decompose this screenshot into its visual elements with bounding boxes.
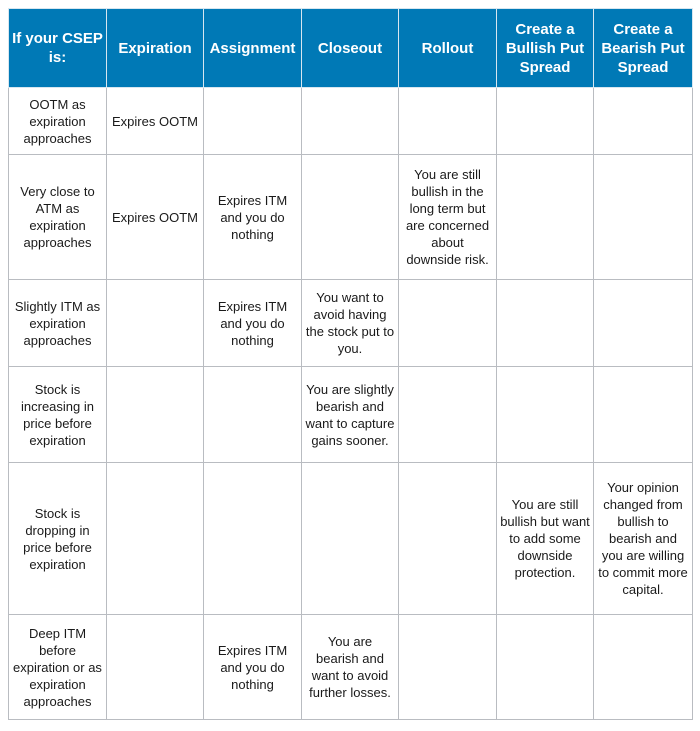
- cell-rollout: [399, 615, 497, 720]
- cell-closeout: You are slightly bearish and want to capture gains sooner.: [302, 367, 399, 463]
- header-row: [9, 9, 693, 88]
- table-row: [9, 155, 693, 280]
- cell-bearish-put-spread: [594, 155, 693, 280]
- header-condition: If your CSEP is:: [9, 9, 107, 88]
- cell-rollout: [399, 280, 497, 367]
- row-condition: Deep ITM before expiration or as expiration approaches: [9, 615, 107, 720]
- cell-bullish-put-spread: You are still bullish but want to add some downside protection.: [497, 463, 594, 615]
- row-condition: Very close to ATM as expiration approaches: [9, 155, 107, 280]
- cell-rollout: You are still bullish in the long term but are concerned about downside risk.: [399, 155, 497, 280]
- cell-closeout: You want to avoid having the stock put to you.: [302, 280, 399, 367]
- table-row: [9, 88, 693, 155]
- cell-closeout: [302, 88, 399, 155]
- cell-assignment: Expires ITM and you do nothing: [204, 615, 302, 720]
- cell-closeout: You are bearish and want to avoid further losses.: [302, 615, 399, 720]
- header-closeout: Closeout: [302, 9, 399, 88]
- cell-rollout: [399, 88, 497, 155]
- row-condition: OOTM as expiration approaches: [9, 88, 107, 155]
- row-condition: Stock is increasing in price before expiration: [9, 367, 107, 463]
- header-bearish-put-spread: Create a Bearish Put Spread: [594, 9, 693, 88]
- cell-bearish-put-spread: [594, 280, 693, 367]
- cell-expiration: Expires OOTM: [107, 155, 204, 280]
- header-assignment: Assignment: [204, 9, 302, 88]
- table-row: [9, 367, 693, 463]
- cell-expiration: [107, 463, 204, 615]
- cell-assignment: [204, 463, 302, 615]
- table-row: [9, 280, 693, 367]
- cell-bearish-put-spread: [594, 615, 693, 720]
- cell-expiration: [107, 367, 204, 463]
- cell-bullish-put-spread: [497, 615, 594, 720]
- csep-strategy-table: [8, 8, 693, 720]
- cell-bullish-put-spread: [497, 88, 594, 155]
- cell-assignment: [204, 88, 302, 155]
- cell-expiration: [107, 615, 204, 720]
- cell-rollout: [399, 367, 497, 463]
- cell-bearish-put-spread: [594, 88, 693, 155]
- header-expiration: Expiration: [107, 9, 204, 88]
- header-rollout: Rollout: [399, 9, 497, 88]
- cell-bearish-put-spread: [594, 367, 693, 463]
- cell-bearish-put-spread: Your opinion changed from bullish to bearish and you are willing to commit more capital.: [594, 463, 693, 615]
- row-condition: Stock is dropping in price before expiration: [9, 463, 107, 615]
- row-condition: Slightly ITM as expiration approaches: [9, 280, 107, 367]
- cell-bullish-put-spread: [497, 155, 594, 280]
- cell-closeout: [302, 155, 399, 280]
- table-row: [9, 615, 693, 720]
- cell-bullish-put-spread: [497, 367, 594, 463]
- cell-rollout: [399, 463, 497, 615]
- table-row: [9, 463, 693, 615]
- cell-closeout: [302, 463, 399, 615]
- cell-bullish-put-spread: [497, 280, 594, 367]
- header-bullish-put-spread: Create a Bullish Put Spread: [497, 9, 594, 88]
- cell-expiration: Expires OOTM: [107, 88, 204, 155]
- cell-assignment: [204, 367, 302, 463]
- cell-assignment: Expires ITM and you do nothing: [204, 155, 302, 280]
- cell-expiration: [107, 280, 204, 367]
- table-container: [8, 8, 692, 720]
- cell-assignment: Expires ITM and you do nothing: [204, 280, 302, 367]
